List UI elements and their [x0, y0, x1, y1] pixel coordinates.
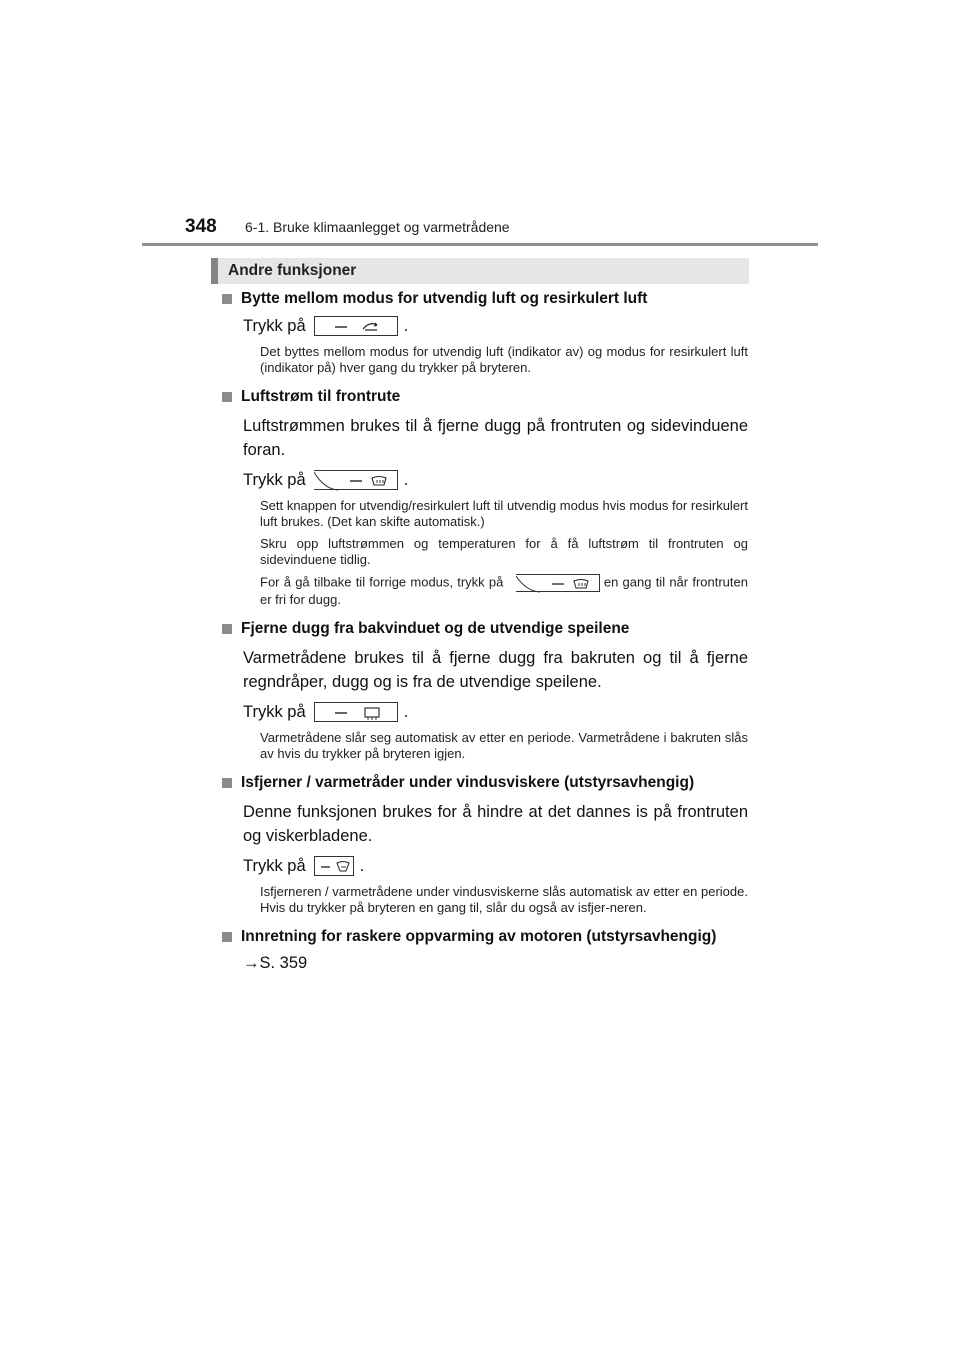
item-windshield-airflow	[222, 388, 748, 608]
note: Det byttes mellom modus for utvendig luft (indikator av) og modus for resirkulert luft (indikator på) hver gang du trykker på bryteren.	[260, 344, 748, 375]
item-rear-defog	[222, 620, 748, 762]
item-heading: Innretning for raskere oppvarming av motoren (utstyrsavhengig)	[222, 928, 748, 946]
windshield-defog-button-inline[interactable]	[516, 574, 600, 592]
section-title-bar	[211, 258, 749, 284]
note: Isfjerneren / varmetrådene under vindusviskerne slås automatisk av etter en periode. Hvis du trykker på bryteren en gang til, slår du også av isfjer-neren.	[260, 884, 748, 915]
page-header	[185, 216, 510, 238]
section-title: Andre funksjoner	[228, 262, 357, 279]
page-reference-link[interactable]: →S. 359	[243, 954, 308, 972]
note-inline: For å gå tilbake til forrige modus, trykk på en gang til når frontruten er fri for dugg.	[260, 574, 748, 607]
bullet-square	[222, 932, 232, 942]
page-number: 348	[185, 216, 217, 237]
press-instruction: Trykk på .	[243, 856, 748, 876]
header-rule	[142, 243, 818, 246]
content	[222, 290, 748, 985]
item-heading: Luftstrøm til frontrute	[222, 388, 748, 406]
item-heading: Fjerne dugg fra bakvinduet og de utvendige speilene	[222, 620, 748, 638]
wiper-deicer-icon	[315, 857, 355, 877]
bullet-square	[222, 294, 232, 304]
rear-defog-icon	[315, 703, 399, 723]
rear-defog-button[interactable]	[314, 702, 398, 722]
windshield-defog-button[interactable]	[314, 470, 398, 490]
wiper-deicer-button[interactable]	[314, 856, 354, 876]
note: Sett knappen for utvendig/resirkulert luft til utvendig modus hvis modus for resirkulert luft brukes. (Det kan skifte automatisk.)	[260, 498, 748, 529]
item-wiper-deicer	[222, 774, 748, 916]
item-description: Luftstrømmen brukes til å fjerne dugg på frontruten og sidevinduene foran.	[243, 417, 748, 459]
windshield-defog-icon	[516, 575, 600, 593]
item-heading: Bytte mellom modus for utvendig luft og resirkulert luft	[222, 290, 748, 308]
item-heading: Isfjerner / varmetråder under vindusviskere (utstyrsavhengig)	[222, 774, 748, 792]
windshield-defog-icon	[314, 471, 398, 491]
bullet-square	[222, 624, 232, 634]
chapter-title: 6-1. Bruke klimaanlegget og varmetrådene	[245, 219, 510, 235]
item-description: Varmetrådene brukes til å fjerne dugg fra bakruten og til å fjerne regndråper, dugg og is fra de utvendige speilene.	[243, 649, 748, 691]
item-description: Denne funksjonen brukes for å hindre at det dannes is på frontruten og viskerbladene.	[243, 803, 748, 845]
press-instruction: Trykk på .	[243, 316, 748, 336]
item-recirculation	[222, 290, 748, 376]
bullet-square	[222, 392, 232, 402]
press-instruction: Trykk på .	[243, 702, 748, 722]
note: Skru opp luftstrømmen og temperaturen for å få luftstrøm til frontruten og sidevinduene tidlig.	[260, 536, 748, 567]
recirculation-button[interactable]	[314, 316, 398, 336]
bullet-square	[222, 778, 232, 788]
press-instruction: Trykk på .	[243, 470, 748, 490]
item-engine-warmup	[222, 928, 748, 973]
recirculation-icon	[315, 317, 399, 337]
note: Varmetrådene slår seg automatisk av etter en periode. Varmetrådene i bakruten slås av hvis du trykker på bryteren igjen.	[260, 730, 748, 761]
